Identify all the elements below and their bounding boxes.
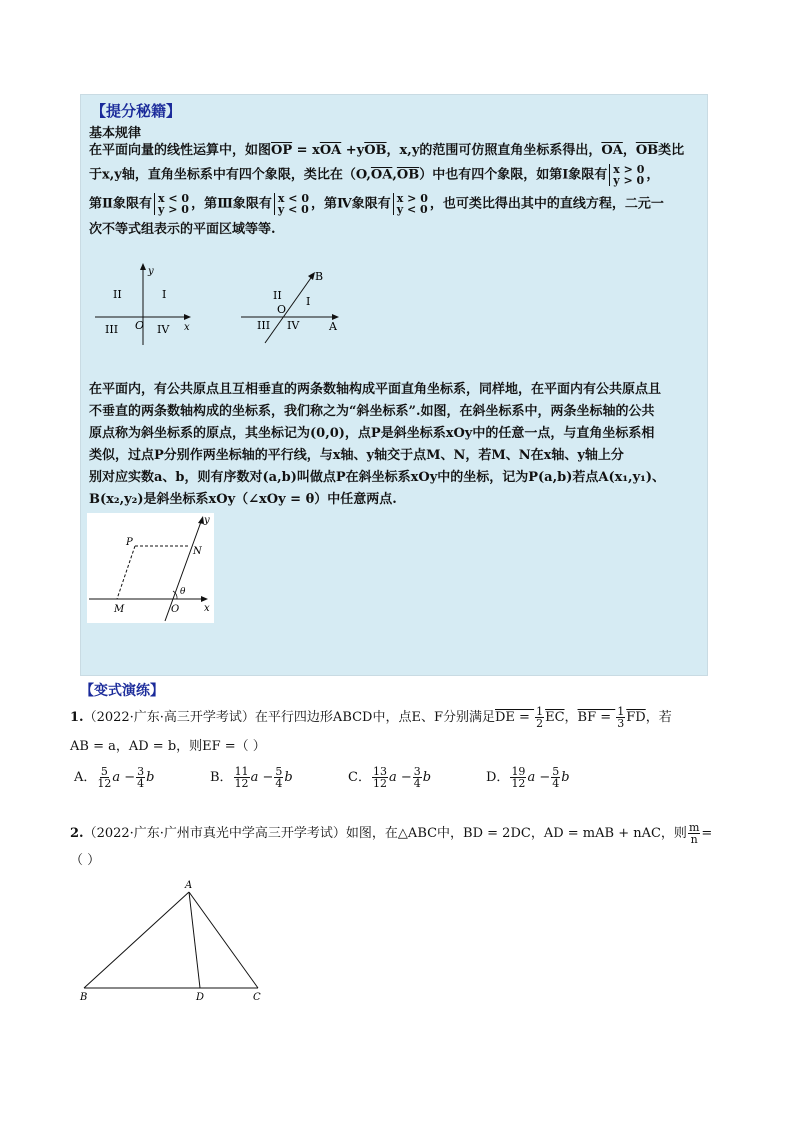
- question-1-line-2: AB = a，AD = b，则EF =（ ）: [70, 739, 266, 754]
- section-heading: 【变式演练】: [80, 683, 164, 699]
- fig3-origin: O: [171, 604, 180, 615]
- fig1-y-label: y: [148, 266, 154, 277]
- tip-paragraph-7: 原点称为斜坐标系的原点，其坐标记为(0,0)，点P是斜坐标系xOy中的任意一点，与直角坐标系相: [89, 426, 655, 441]
- question-1-option-c[interactable]: C． $\frac{13}{12}$ a − $\frac{3}{4}$ b: [348, 765, 432, 790]
- fig2-b-label: B: [315, 270, 324, 283]
- triangle-vertex-c: C: [253, 992, 261, 1003]
- fig2-q2: II: [273, 289, 282, 302]
- question-2-line-2: （ ）: [70, 853, 101, 868]
- tip-paragraph-3: 第Ⅱ象限有 x < 0 y > 0 ，第Ⅲ象限有 x < 0 y < 0 ，第Ⅳ象限有 x > 0 y < 0 ，也可类比得出其中的直线方程，二元一: [89, 192, 664, 216]
- fig1-q3: III: [105, 323, 119, 336]
- fig1-q4: IV: [157, 323, 170, 336]
- fig1-q1: I: [162, 288, 167, 301]
- fig3-theta: θ: [180, 587, 186, 597]
- tip-subtitle: 基本规律: [89, 126, 142, 141]
- fig3-n-label: N: [193, 546, 202, 557]
- inequality-system-4: x > 0 y < 0: [393, 193, 428, 215]
- figure-oblique-axes: [239, 265, 359, 350]
- question-2-line-1: 2.（2022·广东·广州市真光中学高三开学考试）如图，在△ABC中，BD = 2DC，AD = mAB + nAC，则 $\frac{m}{n}$ =: [70, 821, 713, 846]
- fig1-origin: O: [135, 319, 145, 332]
- question-1-line-1: 1.（2022·广东·高三开学考试）在平行四边形ABCD中，点E、F分别满足DE = $\frac{1}{2}$ $\overline{EC}$，BF = $\frac{1}{3}$ $\overline{FD}$，若: [70, 705, 672, 730]
- tip-paragraph-8: 类似，过点P分别作两坐标轴的平行线，与x轴、y轴交于点M、N，若M、N在x轴、y轴上分: [89, 448, 624, 463]
- tip-paragraph-2: 于x,y轴，直角坐标系中有四个象限，类比在$(O,\overline{OA},\overline{OB})$中也有四个象限，如第Ⅰ象限有 x > 0 y > 0 ，: [89, 163, 660, 187]
- fig3-x-label: x: [204, 603, 210, 614]
- tip-title: 【提分秘籍】: [91, 102, 182, 120]
- triangle-vertex-a: A: [185, 880, 193, 891]
- inequality-system-3: x < 0 y < 0: [274, 193, 309, 215]
- tip-paragraph-6: 不垂直的两条数轴构成的坐标系，我们称之为“斜坐标系”.如图，在斜坐标系中，两条坐标轴的公共: [89, 404, 655, 419]
- figure-triangle-abc: [76, 876, 276, 1006]
- fig3-m-label: M: [114, 604, 125, 615]
- question-2-number: 2.: [70, 826, 84, 841]
- fig2-a-label: A: [329, 320, 337, 333]
- figure-rect-axes: [91, 260, 201, 350]
- fig2-origin: O: [277, 303, 287, 316]
- inequality-system-1: x > 0 y > 0: [609, 164, 644, 186]
- tip-paragraph-9: 别对应实数a、b，则有序数对(a,b)叫做点P在斜坐标系xOy中的坐标，记为P(a,b)若点A(x₁,y₁)、: [89, 470, 665, 485]
- tip-paragraph-1: 在平面向量的线性运算中，如图$\overline{OP} = x\overline{OA} +y\overline{OB}$，x,y的范围可仿照直角坐标系得出，$\overline{OA}$，$\overline{OB}$类比: [89, 143, 685, 158]
- tip-box: [80, 94, 708, 676]
- fig1-q2: II: [113, 288, 122, 301]
- triangle-point-d: D: [196, 992, 205, 1003]
- fig2-q1: I: [306, 295, 311, 308]
- fig3-y-label: y: [204, 515, 210, 526]
- fig1-x-label: x: [184, 322, 190, 333]
- question-1-option-b[interactable]: B． $\frac{11}{12}$ a − $\frac{5}{4}$ b: [210, 765, 293, 790]
- question-1-option-d[interactable]: D． $\frac{19}{12}$ a − $\frac{5}{4}$ b: [486, 765, 570, 790]
- fig2-q3: III: [257, 319, 271, 332]
- question-1-number: 1.: [70, 710, 84, 725]
- tip-paragraph-10: B(x₂,y₂)是斜坐标系xOy（∠xOy = θ）中任意两点.: [89, 492, 397, 507]
- figure-oblique-point: [87, 513, 214, 623]
- tip-paragraph-4: 次不等式组表示的平面区域等等.: [89, 222, 276, 237]
- fig3-p-label: P: [126, 537, 133, 548]
- triangle-vertex-b: B: [80, 992, 88, 1003]
- tip-paragraph-5: 在平面内，有公共原点且互相垂直的两条数轴构成平面直角坐标系，同样地，在平面内有公共原点且: [89, 382, 662, 397]
- fig2-q4: IV: [287, 319, 300, 332]
- inequality-system-2: x < 0 y > 0: [154, 193, 189, 215]
- question-1-option-a[interactable]: A． $\frac{5}{12}$ a − $\frac{3}{4}$ b: [74, 765, 155, 790]
